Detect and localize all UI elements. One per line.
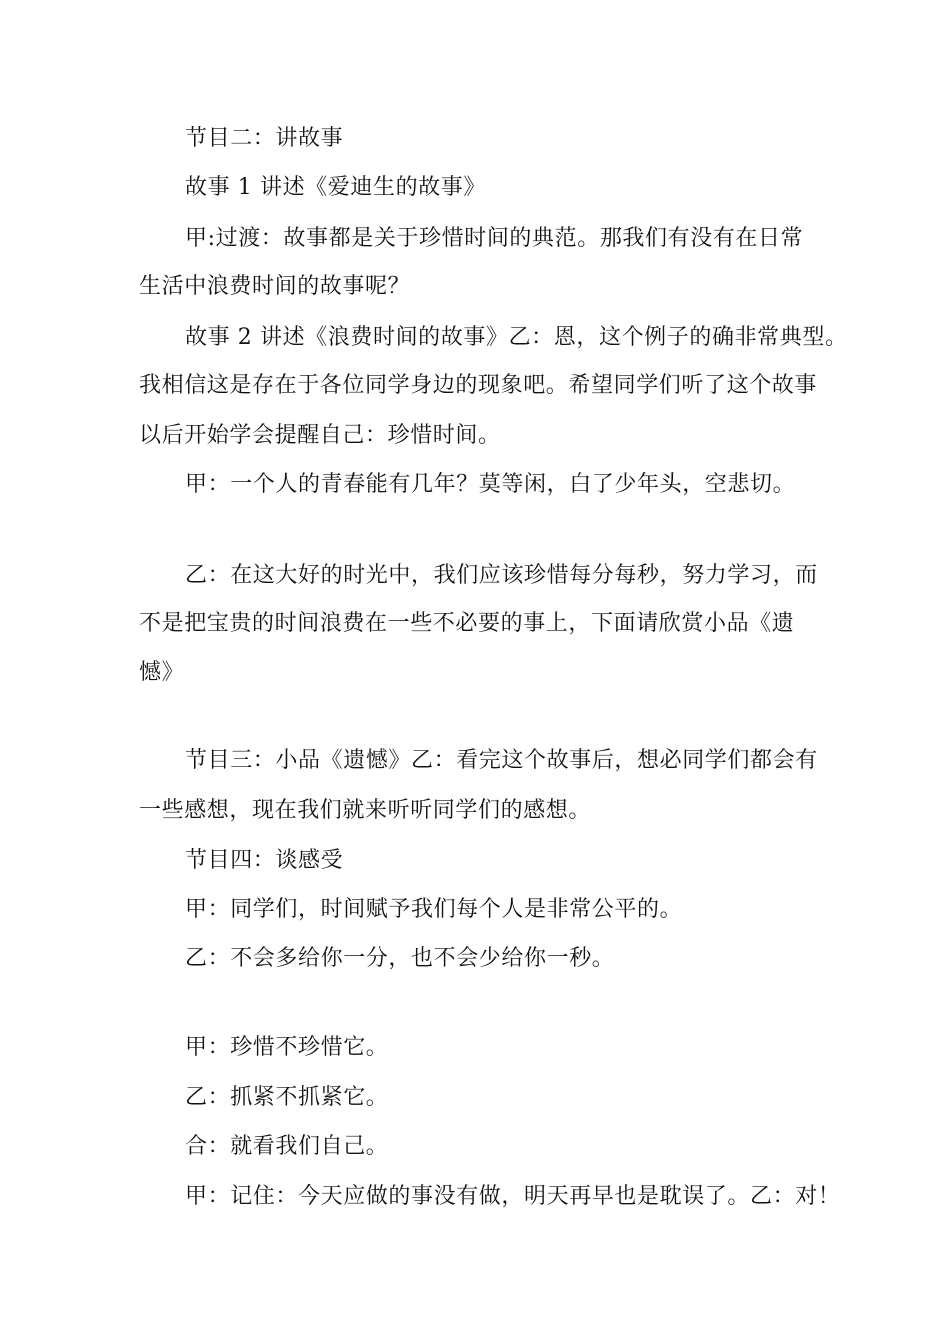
paragraph-line: 憾》 xyxy=(139,660,185,685)
paragraph-line: 甲:过渡：故事都是关于珍惜时间的典范。那我们有没有在日常 xyxy=(185,226,804,251)
dialogue-line: 合：就看我们自己。 xyxy=(185,1134,389,1159)
dialogue-line: 甲：记住：今天应做的事没有做，明天再早也是耽误了。乙：对！ xyxy=(185,1184,841,1209)
paragraph-line: 我相信这是存在于各位同学身边的现象吧。希望同学们听了这个故事 xyxy=(139,373,818,398)
dialogue-line: 乙：不会多给你一分，也不会少给你一秒。 xyxy=(185,946,615,971)
section-heading-program-2: 节目二：讲故事 xyxy=(185,126,344,151)
story-1-line: 故事 1 讲述《爱迪生的故事》 xyxy=(185,175,486,200)
dialogue-line: 甲：珍惜不珍惜它。 xyxy=(185,1035,389,1060)
paragraph-line: 不是把宝贵的时间浪费在一些不必要的事上，下面请欣赏小品《遗 xyxy=(139,611,795,636)
paragraph-line: 一些感想，现在我们就来听听同学们的感想。 xyxy=(139,798,592,823)
dialogue-line: 甲：同学们，时间赋予我们每个人是非常公平的。 xyxy=(185,897,683,922)
section-heading-program-4: 节目四：谈感受 xyxy=(185,848,344,873)
story-2-line: 故事 2 讲述《浪费时间的故事》乙：恩，这个例子的确非常典型。 xyxy=(185,325,848,350)
paragraph-line: 生活中浪费时间的故事呢？ xyxy=(139,274,411,299)
paragraph-line: 以后开始学会提醒自己：珍惜时间。 xyxy=(139,423,501,448)
section-heading-program-3: 节目三：小品《遗憾》乙：看完这个故事后，想必同学们都会有 xyxy=(185,748,818,773)
paragraph-line: 乙：在这大好的时光中，我们应该珍惜每分每秒，努力学习，而 xyxy=(185,563,818,588)
paragraph-line: 甲：一个人的青春能有几年？莫等闲，白了少年头，空悲切。 xyxy=(185,472,796,497)
dialogue-line: 乙：抓紧不抓紧它。 xyxy=(185,1085,389,1110)
